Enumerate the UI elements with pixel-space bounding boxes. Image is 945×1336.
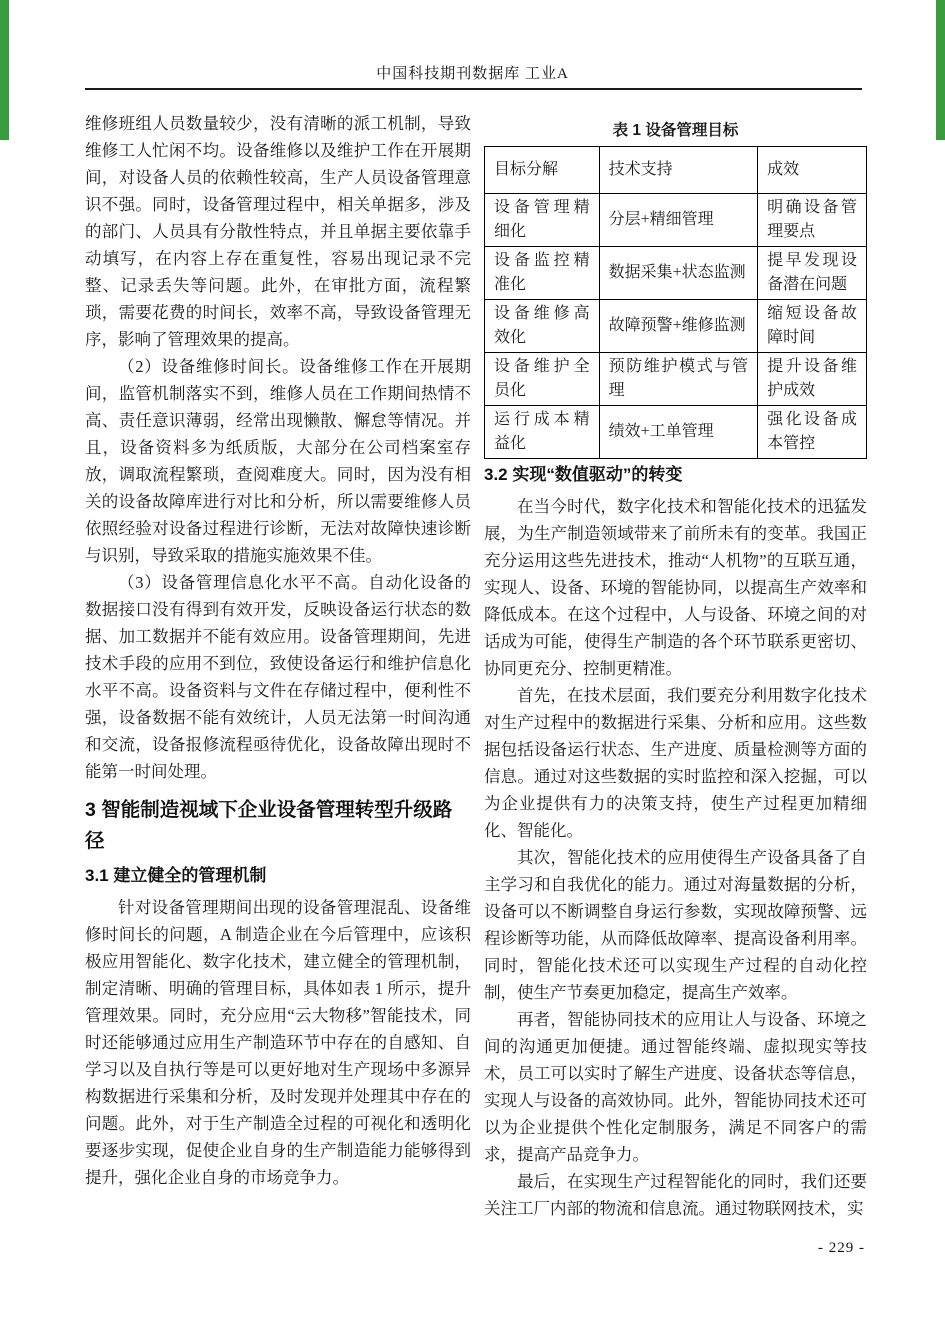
table-row <box>485 194 867 247</box>
paragraph-second-point: 其次，智能化技术的应用使得生产设备具备了自主学习和自我优化的能力。通过对海量数据的分析，设备可以不断调整自身运行参数，实现故障预警、远程诊断等功能，从而降低故障率、提高设备利用率。同时，智能化技术还可以实现生产过程的自动化控制，使生产节奏更加稳定，提高生产效率。 <box>484 848 867 1002</box>
paragraph-issue-2: （2）设备维修时间长。设备维修工作在开展期间，监管机制落实不到，维修人员在工作期间热情不高、责任意识薄弱，经常出现懒散、懈怠等情况。并且，设备资料多为纸质版，大部分在公司档案室存放，调取流程繁琐，查阅难度大。同时，因为没有相关的设备故障库进行对比和分析，所以需要维修人员依照经验对设备过程进行诊断，无法对故障快速诊断与识别，导致采取的措施实施效果不佳。 <box>85 357 471 565</box>
table-cell: 故障预警+维修监测 <box>599 300 758 353</box>
table-cell: 强化设备成本管控 <box>758 406 867 459</box>
paragraph-fourth-point: 最后，在实现生产过程智能化的同时，我们还要关注工厂内部的物流和信息流。通过物联网技术，实 <box>484 1172 867 1218</box>
table-cell: 设备维修高效化 <box>485 300 600 353</box>
section-3-heading: 3 智能制造视域下企业设备管理转型升级路径 <box>85 799 453 852</box>
section-3-1-heading: 3.1 建立健全的管理机制 <box>85 866 267 885</box>
table-row <box>485 406 867 459</box>
table-cell: 明确设备管理要点 <box>758 194 867 247</box>
table-cell: 绩效+工单管理 <box>599 406 758 459</box>
table-cell: 设备管理精细化 <box>485 194 600 247</box>
table-header-row <box>485 147 867 194</box>
paragraph-section-3-2-intro: 在当今时代，数字化技术和智能化技术的迅猛发展，为生产制造领域带来了前所未有的变革。我国正充分运用这些先进技术，推动“人机物”的互联互通，实现人、设备、环境的智能协同，以提高生产效率和降低成本。在这个过程中，人与设备、环境之间的对话成为可能，使得生产制造的各个环节联系更密切、协同更充分、控制更精准。 <box>484 497 867 678</box>
table-row <box>485 300 867 353</box>
table-cell: 数据采集+状态监测 <box>599 247 758 300</box>
table-row <box>485 353 867 406</box>
section-3-2-heading: 3.2 实现“数值驱动”的转变 <box>484 465 683 484</box>
table-header-cell: 目标分解 <box>485 147 600 194</box>
paragraph-first-point: 首先，在技术层面，我们要充分利用数字化技术对生产过程中的数据进行采集、分析和应用。这些数据包括设备运行状态、生产进度、质量检测等方面的信息。通过对这些数据的实时监控和深入挖掘，可以为企业提供有力的决策支持，使生产过程更加精细化、智能化。 <box>484 686 867 840</box>
paragraph-section-3-1: 针对设备管理期间出现的设备管理混乱、设备维修时间长的问题，A 制造企业在今后管理中，应该积极应用智能化、数字化技术，建立健全的管理机制，制定清晰、明确的管理目标，具体如表 1 所示，提升管理效果。同时，充分应用“云大物移”智能技术，同时还能够通过应用生产制造环节中存在的自感知、自学习以及自执行等是可以更好地对生产现场中多源异构数据进行采集和分析，及时发现并处理其中存在的问题。此外，对于生产制造全过程的可视化和透明化要逐步实现，促使企业自身的生产制造能力能够得到提升，强化企业自身的市场竞争力。 <box>85 898 471 1187</box>
table-cell: 预防维护模式与管理 <box>599 353 758 406</box>
paragraph-issue-3: （3）设备管理信息化水平不高。自动化设备的数据接口没有得到有效开发，反映设备运行状态的数据、加工数据并不能有效应用。设备管理期间，先进技术手段的应用不到位，致使设备运行和维护信息化水平不高。设备资料与文件在存储过程中，便利性不强，设备数据不能有效统计，人员无法第一时间沟通和交流，设备报修流程亟待优化，设备故障出现时不能第一时间处理。 <box>85 573 471 781</box>
table-cell: 运行成本精益化 <box>485 406 600 459</box>
table-cell: 分层+精细管理 <box>599 194 758 247</box>
paragraph-third-point: 再者，智能协同技术的应用让人与设备、环境之间的沟通更加便捷。通过智能终端、虚拟现实等技术，员工可以实时了解生产进度、设备状态等信息，实现人与设备的高效协同。此外，智能协同技术还可以为企业提供个性化定制服务，满足不同客户的需求，提高产品竞争力。 <box>484 1010 867 1164</box>
table-row <box>485 247 867 300</box>
equipment-goals-table <box>484 146 867 459</box>
paragraph-continuation: 维修班组人员数量较少，没有清晰的派工机制，导致维修工人忙闲不均。设备维修以及维护工作在开展期间，对设备人员的依赖性较高，生产人员设备管理意识不强。同时，设备管理过程中，相关单据多，涉及的部门、人员具有分散性特点，并且单据主要依靠手动填写，在内容上存在重复性，容易出现记录不完整、记录丢失等问题。此外，在审批方面，流程繁琐，需要花费的时间长，效率不高，导致设备管理无序，影响了管理效果的提高。 <box>85 114 471 349</box>
page-number: - 229 - <box>818 1240 865 1256</box>
table-cell: 提升设备维护成效 <box>758 353 867 406</box>
table-caption: 表 1 设备管理目标 <box>612 122 739 139</box>
left-column <box>85 110 471 1191</box>
table-cell: 提早发现设备潜在问题 <box>758 247 867 300</box>
right-column <box>484 110 867 1222</box>
table-header-cell: 技术支持 <box>599 147 758 194</box>
journal-header: 中国科技期刊数据库 工业A <box>376 66 569 82</box>
table-cell: 缩短设备故障时间 <box>758 300 867 353</box>
table-cell: 设备监控精准化 <box>485 247 600 300</box>
table-header-cell: 成效 <box>758 147 867 194</box>
table-cell: 设备维护全员化 <box>485 353 600 406</box>
header-rule <box>85 88 862 90</box>
